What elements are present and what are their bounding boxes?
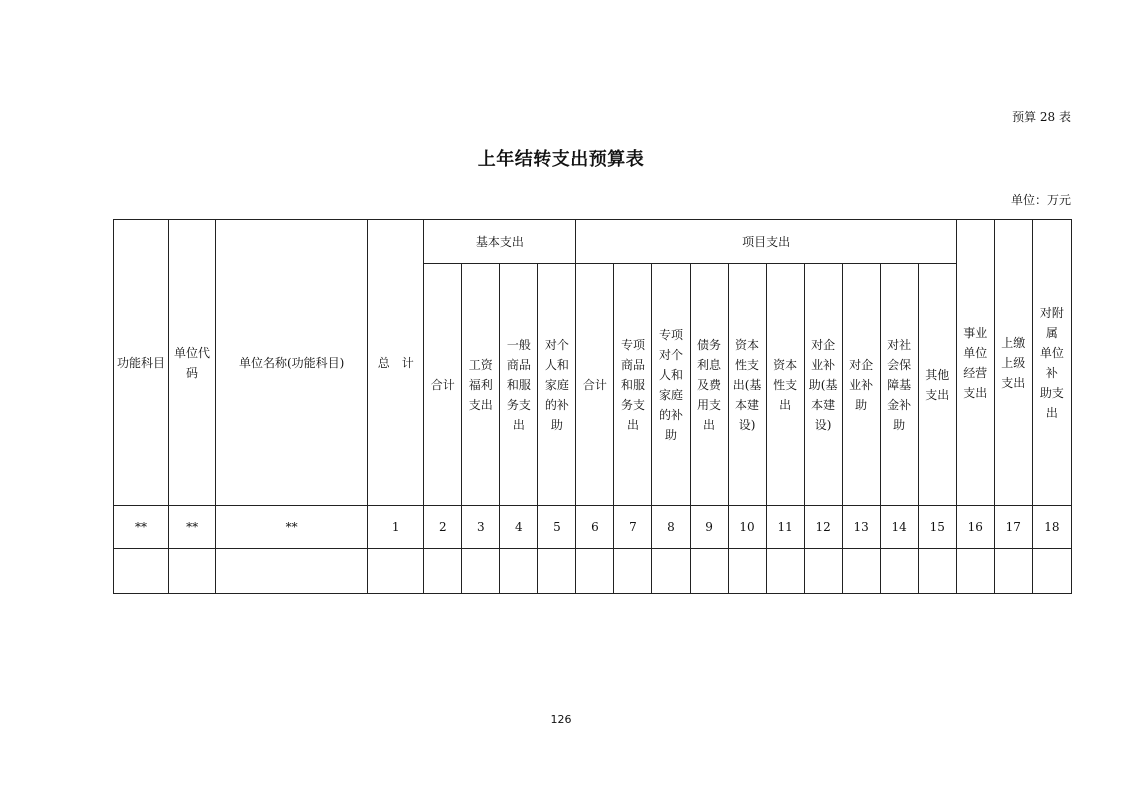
header-project-subtotal: 合计 — [576, 264, 614, 506]
column-number: ** — [169, 506, 216, 549]
column-number: 16 — [956, 506, 994, 549]
column-number: 17 — [994, 506, 1032, 549]
unit-label: 单位：万元 — [1010, 193, 1071, 207]
table-cell — [994, 549, 1032, 594]
column-number: 2 — [424, 506, 462, 549]
header-total: 总 计 — [368, 220, 424, 506]
page-number: 126 — [550, 713, 572, 726]
table-cell — [880, 549, 918, 594]
header-project-household-subsidy: 专项 对个 人和 家庭 的补 助 — [652, 264, 690, 506]
header-project-enterprise-subsidy: 对企 业补 助 — [842, 264, 880, 506]
table-cell — [842, 549, 880, 594]
header-basic-household-subsidy: 对个 人和 家庭 的补 助 — [538, 264, 576, 506]
table-cell — [500, 549, 538, 594]
table-cell — [169, 549, 216, 594]
table-cell — [114, 549, 169, 594]
header-service-unit-operating: 事业 单位 经营 支出 — [956, 220, 994, 506]
table-cell — [652, 549, 690, 594]
table-cell — [462, 549, 500, 594]
table-cell — [614, 549, 652, 594]
header-affiliate-subsidy: 对附属 单位补 助支出 — [1032, 220, 1071, 506]
table-cell — [1032, 549, 1071, 594]
form-number: 预算 28 表 — [1012, 110, 1071, 124]
header-unit-name: 单位名称(功能科目) — [216, 220, 368, 506]
table-cell — [956, 549, 994, 594]
header-project-enterprise-subsidy-construction: 对企 业补 助(基 本建 设) — [804, 264, 842, 506]
column-number: 9 — [690, 506, 728, 549]
column-number: 8 — [652, 506, 690, 549]
table-cell — [538, 549, 576, 594]
table-cell — [728, 549, 766, 594]
header-project-goods-services: 专项 商品 和服 务支 出 — [614, 264, 652, 506]
column-number: 4 — [500, 506, 538, 549]
header-unit-code: 单位代 码 — [169, 220, 216, 506]
column-number: 3 — [462, 506, 500, 549]
column-number: 5 — [538, 506, 576, 549]
header-basic-subtotal: 合计 — [424, 264, 462, 506]
column-number: 15 — [918, 506, 956, 549]
column-number: 11 — [766, 506, 804, 549]
header-project-capital-construction: 资本 性支 出(基 本建 设) — [728, 264, 766, 506]
header-basic-goods-services: 一般 商品 和服 务支 出 — [500, 264, 538, 506]
header-project-social-security-subsidy: 对社 会保 障基 金补 助 — [880, 264, 918, 506]
header-project-capital: 资本 性支 出 — [766, 264, 804, 506]
column-number: 18 — [1032, 506, 1071, 549]
column-number-row — [114, 506, 1072, 549]
table-cell — [576, 549, 614, 594]
header-project-other: 其他 支出 — [918, 264, 956, 506]
table-cell — [216, 549, 368, 594]
column-number: ** — [114, 506, 169, 549]
header-project-expenditure: 项目支出 — [576, 220, 956, 264]
header-turn-over-to-superior: 上缴 上级 支出 — [994, 220, 1032, 506]
table-cell — [766, 549, 804, 594]
column-number: 6 — [576, 506, 614, 549]
column-number: 13 — [842, 506, 880, 549]
column-number: 10 — [728, 506, 766, 549]
header-basic-wages: 工资 福利 支出 — [462, 264, 500, 506]
table-cell — [918, 549, 956, 594]
budget-table — [113, 219, 1072, 594]
header-function-subject: 功能科目 — [114, 220, 169, 506]
column-number: 14 — [880, 506, 918, 549]
table-cell — [804, 549, 842, 594]
table-cell — [424, 549, 462, 594]
table-cell — [368, 549, 424, 594]
header-project-debt-interest: 债务 利息 及费 用支 出 — [690, 264, 728, 506]
column-number: 1 — [368, 506, 424, 549]
page-title: 上年结转支出预算表 — [477, 149, 645, 170]
header-basic-expenditure: 基本支出 — [424, 220, 576, 264]
table-row — [114, 549, 1072, 594]
table-cell — [690, 549, 728, 594]
column-number: ** — [216, 506, 368, 549]
column-number: 7 — [614, 506, 652, 549]
column-number: 12 — [804, 506, 842, 549]
